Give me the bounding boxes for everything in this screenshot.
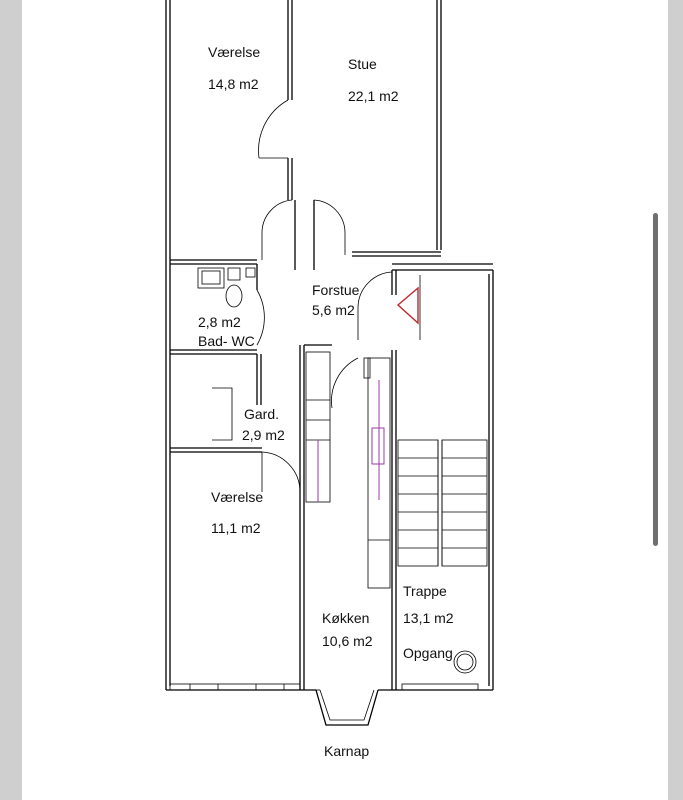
karnap-bay-window [316,690,378,725]
entrance-arrow-icon [398,288,418,323]
svg-text:Forstue: Forstue [312,282,360,298]
svg-text:5,6 m2: 5,6 m2 [312,302,355,318]
svg-text:22,1 m2: 22,1 m2 [348,88,399,104]
svg-text:10,6 m2: 10,6 m2 [322,633,373,649]
svg-text:2,8 m2: 2,8 m2 [198,314,241,330]
room-label-koekken [322,610,373,649]
opgang-circle-icon [454,651,476,673]
room-label-vaerelse-1 [208,44,260,92]
floor-plan-page [22,0,668,800]
staircase [398,440,487,566]
svg-text:2,9 m2: 2,9 m2 [242,427,285,443]
svg-text:Værelse: Værelse [211,489,264,505]
kitchen-cabinets [306,352,390,588]
svg-text:Køkken: Køkken [322,610,370,626]
floor-plan-drawing [22,0,668,800]
door-swings [212,100,392,492]
svg-text:13,1 m2: 13,1 m2 [403,610,454,626]
bathroom-fixtures [198,268,255,307]
svg-text:11,1 m2: 11,1 m2 [211,520,261,536]
svg-text:14,8 m2: 14,8 m2 [208,76,259,92]
room-label-bad-wc [198,314,255,349]
windows [170,684,478,690]
room-label-vaerelse-2 [211,489,263,536]
room-label-garderobe [242,406,285,443]
karnap-label: Karnap [324,743,370,759]
svg-text:Stue: Stue [348,56,377,72]
room-label-stue [348,56,399,104]
room-label-trappe [403,583,454,626]
vertical-scrollbar[interactable] [653,213,658,546]
svg-text:Bad- WC: Bad- WC [198,333,255,349]
svg-text:Trappe: Trappe [403,583,447,599]
room-label-forstue [312,282,360,318]
opgang-label: Opgang [403,645,453,661]
svg-text:Gard.: Gard. [244,406,280,422]
svg-text:Værelse: Værelse [208,44,261,60]
